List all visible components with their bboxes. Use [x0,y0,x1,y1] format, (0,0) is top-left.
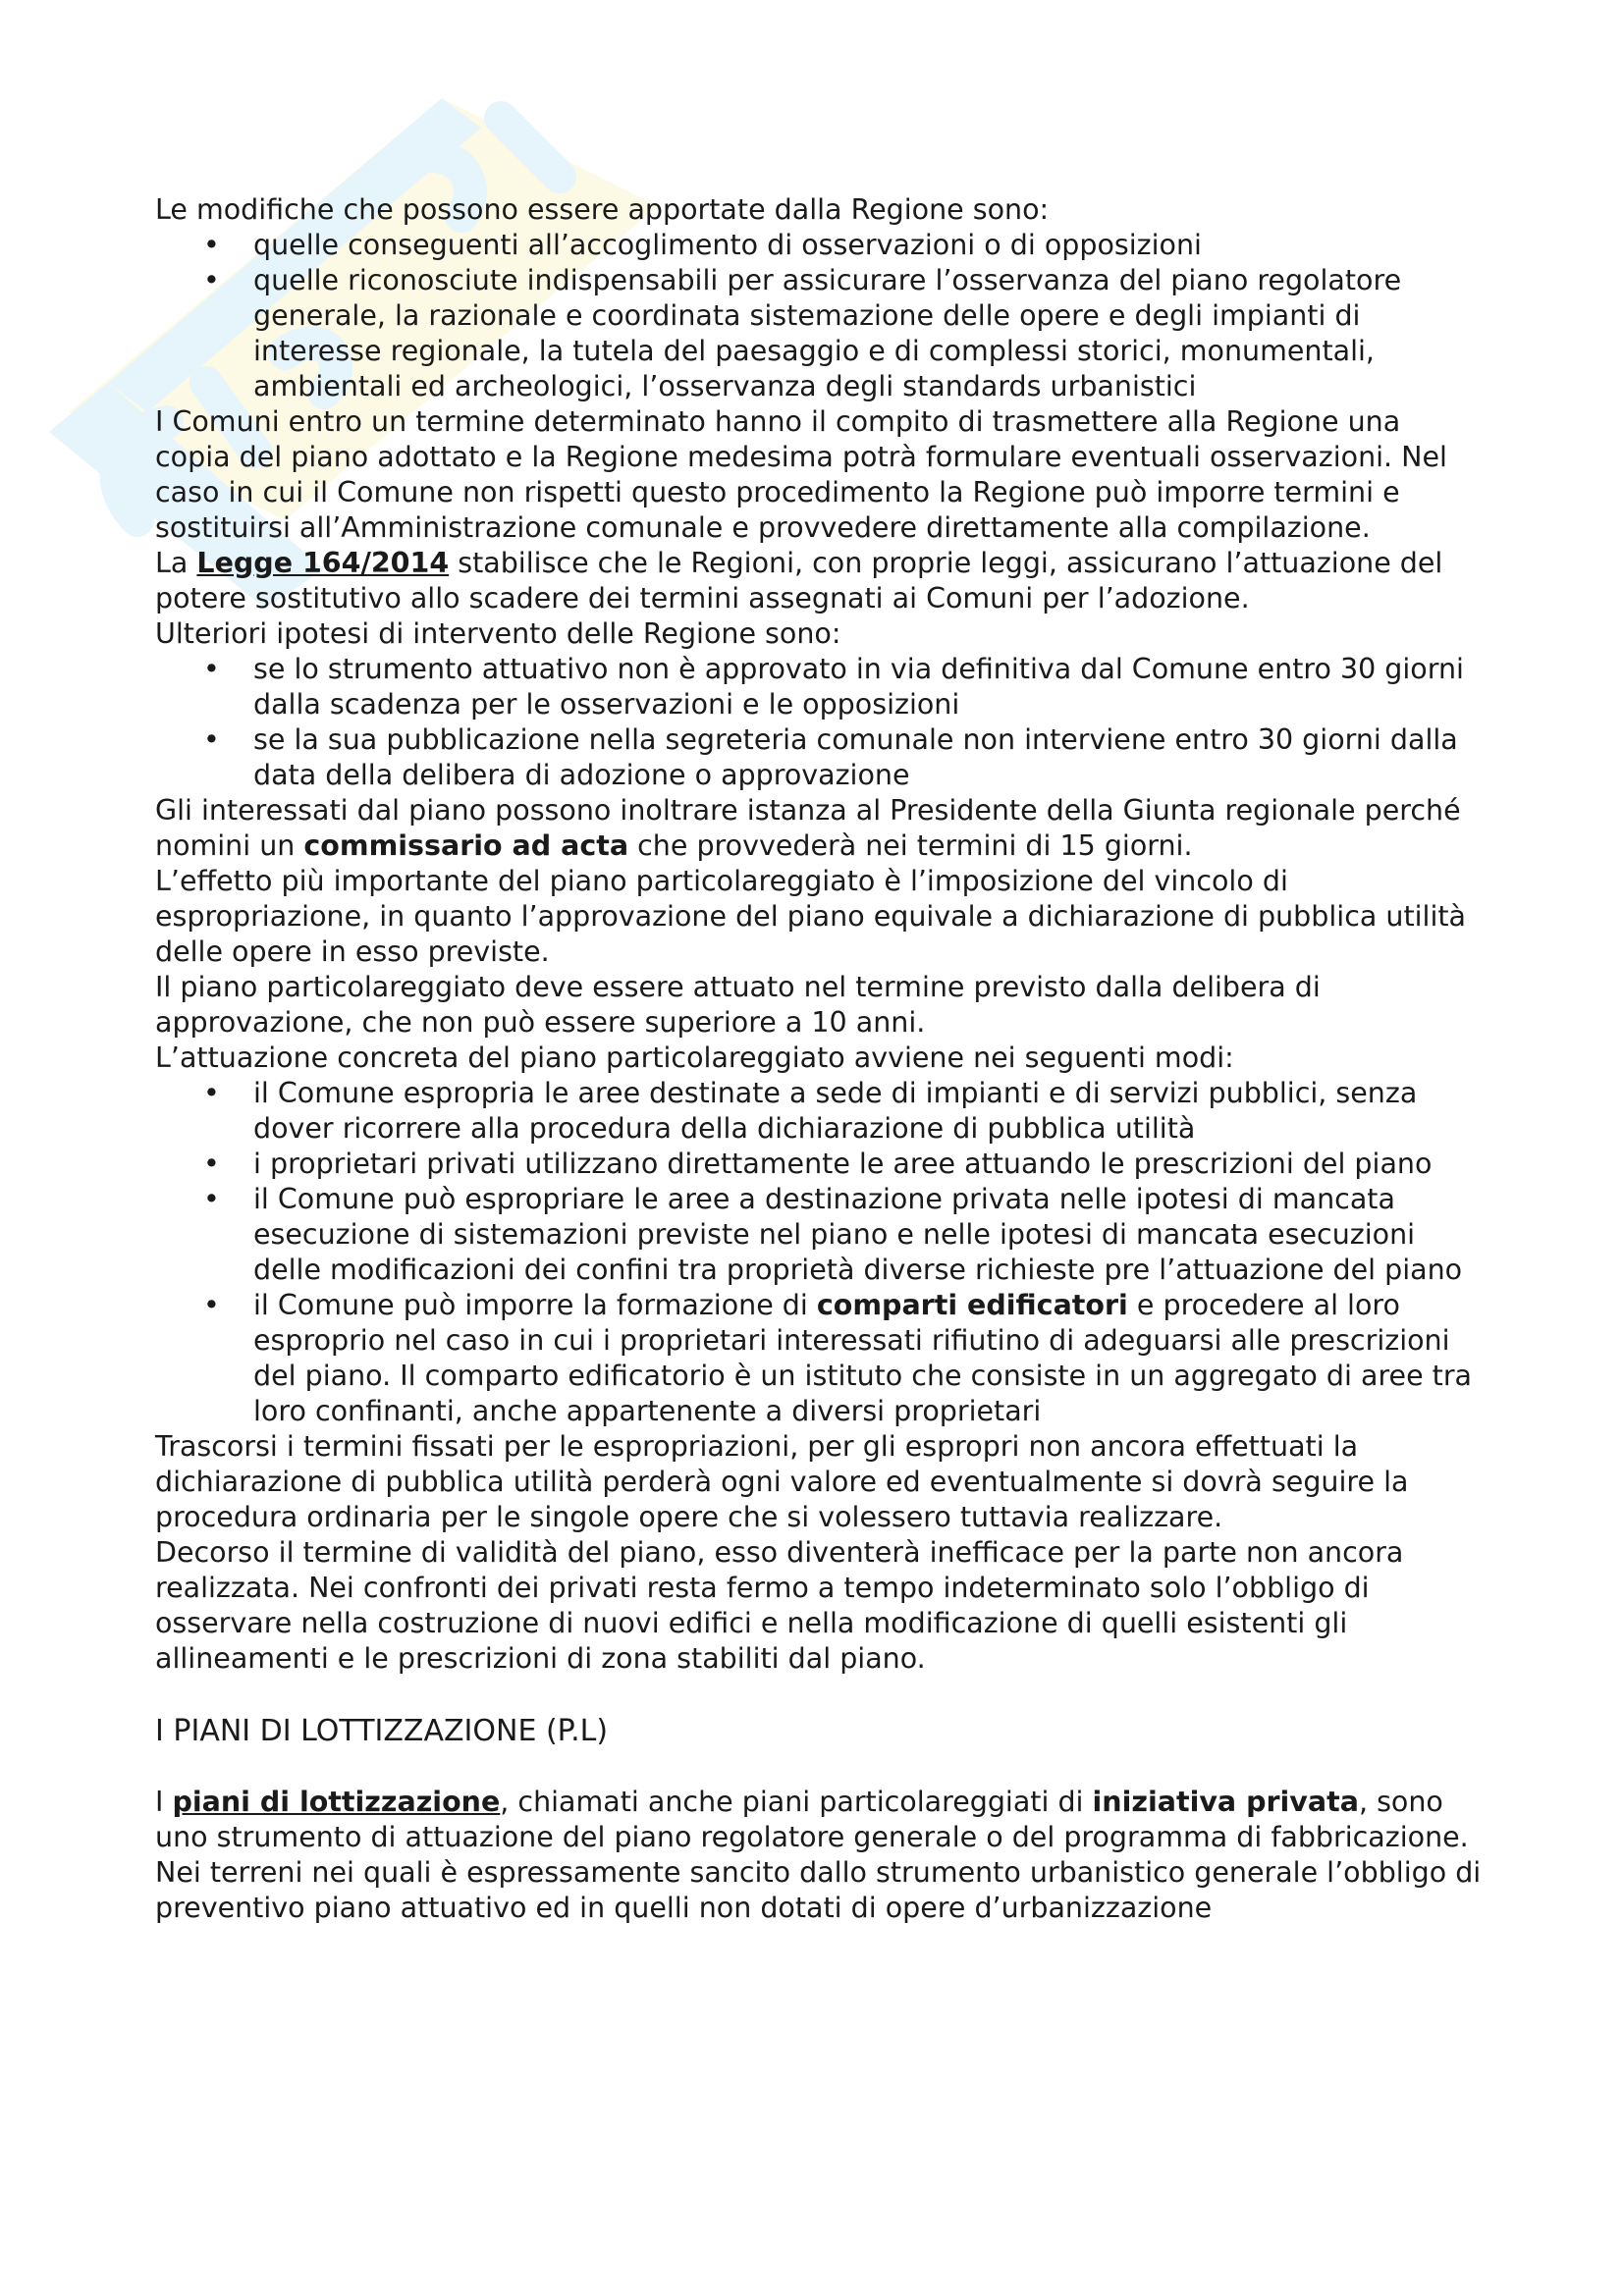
paragraph-interessati [155,793,1483,864]
list-item: • quelle conseguenti all’accoglimento di osservazioni o di opposizioni [253,228,1483,263]
list-attuazione [155,1076,1483,1429]
paragraph-decorso: Decorso il termine di validità del piano, esso diventerà inefficace per la parte non ancora realizzata. Nei confronti dei privati resta fermo a tempo indeterminato solo l’obbligo di osservare nella costruzione di nuovi edifici e nella modificazione di quelli esistenti gli allineamenti e le prescrizioni di zona stabiliti dal piano. [155,1536,1404,1675]
legge-text-post: stabilisce che le Regioni, con proprie leggi, assicurano l’attuazione del potere sostitutivo allo scadere dei termini assegnati ai Comuni per l’adozione. [155,547,1443,614]
paragraph-effetto: L’effetto più importante del piano particolareggiato è l’imposizione del vincolo di espropriazione, in quanto l’approvazione del piano equivale a dichiarazione di pubblica utilità delle opere in esso previste. [155,865,1467,968]
interessati-text-pre: Gli interessati dal piano possono inoltrare istanza al Presidente della Giunta regionale perché nomini un [155,794,1461,862]
paragraph-comuni: I Comuni entro un termine determinato hanno il compito di trasmettere alla Regione una copia del piano adottato e la Regione medesima potrà formulare eventuali osservazioni. Nel caso in cui il Comune non rispetti questo procedimento la Regione può imporre termini e sostituirsi all’Amministrazione comunale e provvedere direttamente alla compilazione. [155,405,1447,544]
document-page [155,192,1483,1926]
paragraph-termine: Il piano particolareggiato deve essere attuato nel termine previsto dalla delibera di approvazione, che non può essere superiore a 10 anni. [155,971,1321,1039]
list-item: • se lo strumento attuativo non è approvato in via definitiva dal Comune entro 30 giorni dalla scadenza per le osservazioni e le opposizioni [253,652,1483,722]
iniziativa-privata-term: iniziativa privata [1092,1786,1359,1818]
interessati-text-post: che provvederà nei termini di 15 giorni. [628,829,1193,862]
list-item [253,1288,1483,1429]
paragraph-trascorsi: Trascorsi i termini fissati per le espropriazioni, per gli espropri non ancora effettuati la dichiarazione di pubblica utilità perderà ogni valore ed eventualmente si dovrà seguire la procedura ordinaria per le singole opere che si volessero tuttavia realizzare. [155,1430,1409,1533]
legge-link[interactable]: Legge 164/2014 [196,547,450,579]
intro-modifiche: Le modifiche che possono essere apportate dalla Regione sono: [155,193,1050,226]
comparti-text-pre: il Comune può imporre la formazione di [253,1289,817,1321]
pl-text-mid: , chiamati anche piani particolareggiati di [500,1786,1093,1818]
comparti-text-post: e procedere al loro esproprio nel caso in cui i proprietari interessati rifiutino di adeguarsi alle prescrizioni del piano. Il comparto edificatorio è un istituto che consiste in un aggregato di aree tra loro confinanti, anche appartenente a diversi proprietari [253,1289,1473,1427]
list-item: • quelle riconosciute indispensabili per assicurare l’osservanza del piano regolatore generale, la razionale e coordinata sistemazione delle opere e degli impianti di interesse regionale, la tutela del paesaggio e di complessi storici, monumentali, ambientali ed archeologici, l’osservanza degli standards urbanistici [253,263,1483,404]
list-item: • i proprietari privati utilizzano direttamente le aree attuando le prescrizioni del piano [253,1147,1483,1182]
paragraph-legge [155,546,1483,616]
pl-text-pre: I [155,1786,173,1818]
pl-text-post: , sono uno strumento di attuazione del piano regolatore generale o del programma di fabbricazione. [155,1786,1469,1853]
list-item: • il Comune può espropriare le aree a destinazione privata nelle ipotesi di mancata esecuzione di sistemazioni previste nel piano e nelle ipotesi di mancata esecuzioni delle modificazioni dei confini tra proprietà diverse richieste pre l’attuazione del piano [253,1182,1483,1288]
paragraph-terreni: Nei terreni nei quali è espressamente sancito dallo strumento urbanistico generale l’obbligo di preventivo piano attuativo ed in quelli non dotati di opere d’urbanizzazione [155,1856,1482,1924]
list-item: • il Comune espropria le aree destinate a sede di impianti e di servizi pubblici, senza dover ricorrere alla procedura della dichiarazione di pubblica utilità [253,1076,1483,1147]
comparti-edificatori-term: comparti edificatori [816,1289,1128,1321]
list-ipotesi [155,652,1483,793]
intro-ipotesi: Ulteriori ipotesi di intervento delle Regione sono: [155,617,841,650]
piani-di-lottizzazione-link[interactable]: piani di lottizzazione [172,1786,501,1818]
commissario-ad-acta-term: commissario ad acta [303,829,629,862]
paragraph-piani-lottizzazione [155,1785,1483,1855]
intro-attuazione: L’attuazione concreta del piano particolareggiato avviene nei seguenti modi: [155,1041,1234,1074]
legge-text-pre: La [155,547,197,579]
list-item: • se la sua pubblicazione nella segreteria comunale non interviene entro 30 giorni dalla data della delibera di adozione o approvazione [253,722,1483,793]
section-heading-piani-lottizzazione: I PIANI DI LOTTIZZAZIONE (P.L) [155,1714,609,1748]
list-modifiche [155,228,1483,404]
